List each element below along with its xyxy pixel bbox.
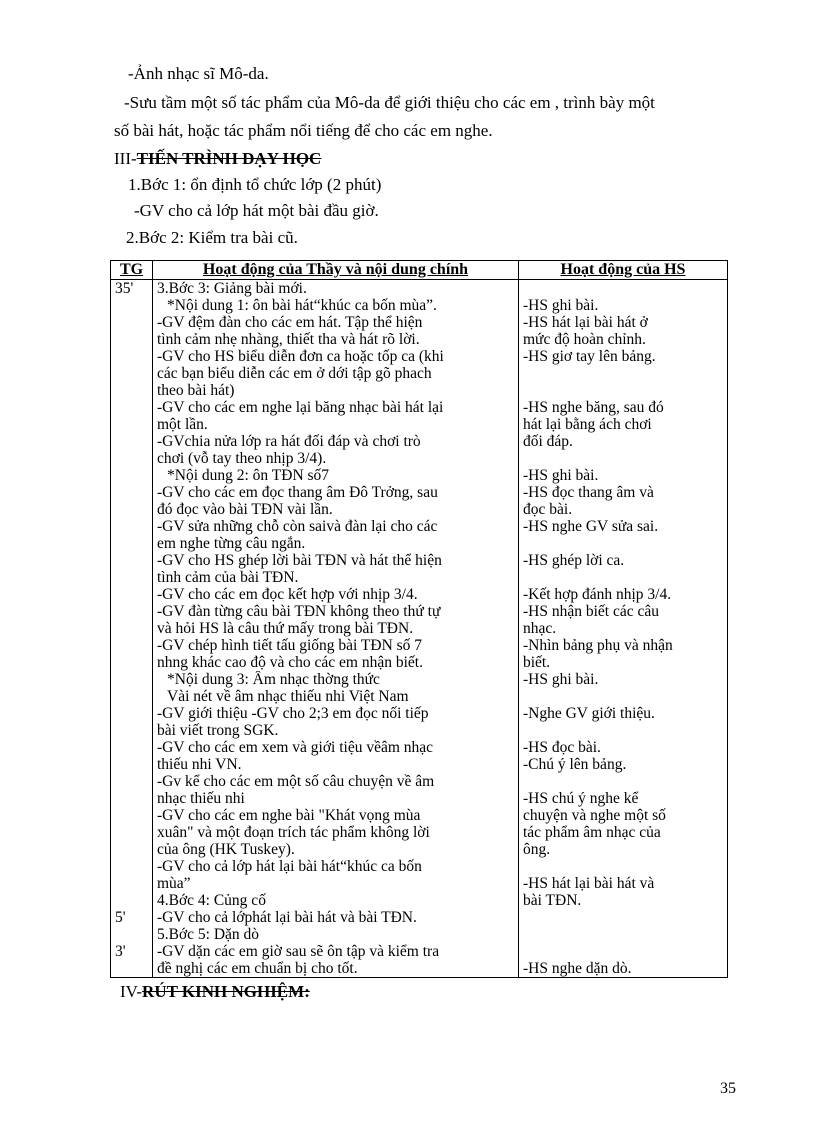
teacher-activity-line: -GV cho HS biểu diễn đơn ca hoặc tốp ca (khi [157,348,444,365]
teacher-activity-line: chơi (vỗ tay theo nhịp 3/4). [157,450,327,467]
header-tg: TG [111,261,153,280]
teacher-activity-line: -GV cho các em nghe bài "Khát vọng mùa [157,807,421,824]
teacher-activity-line: -GV cho HS ghép lời bài TĐN và hát thể hiện [157,552,442,569]
header-student: Hoạt động của HS [519,261,728,280]
teacher-activity-line: 4.Bớc 4: Củng cố [157,892,266,909]
time-cell [115,722,148,739]
time-cell [115,739,148,756]
teacher-activity-line: *Nội dung 2: ôn TĐN số7 [167,467,330,484]
time-cell [115,773,148,790]
time-cell [115,756,148,773]
teacher-activity-line: -GV chép hình tiết tấu giống bài TĐN số 7 [157,637,423,654]
teacher-activity-line: -GV sửa những chỗ còn saivà đàn lại cho các [157,518,438,535]
student-activity-line [523,773,723,790]
student-activity-line: -Kết hợp đánh nhịp 3/4. [523,586,672,603]
lesson-table [110,260,728,978]
time-cell [115,552,148,569]
teacher-activity-line: Vài nét về âm nhạc thiếu nhi Việt Nam [167,688,409,705]
section-4-prefix: IV- [120,982,143,1001]
time-cell [115,535,148,552]
step-2: 2.Bớc 2: Kiểm tra bài cũ. [126,228,298,247]
teacher-activity-line: -GV cho các em đọc kết hợp với nhịp 3/4. [157,586,418,603]
teacher-activity-line: -GV giới thiệu -GV cho 2;3 em đọc nối tiếp [157,705,429,722]
student-activity-line: -Nghe GV giới thiệu. [523,705,655,722]
student-activity-line: -HS nghe băng, sau đó [523,399,664,416]
intro-line-3: số bài hát, hoặc tác phẩm nổi tiếng để cho các em nghe. [114,121,493,140]
page-number: 35 [720,1080,736,1097]
teacher-activity-line: bài viết trong SGK. [157,722,279,739]
teacher-activity-line: đề nghị các em chuẩn bị cho tốt. [157,960,358,977]
student-activity-line: -HS giơ tay lên bảng. [523,348,656,365]
time-cell [115,382,148,399]
time-cell [115,790,148,807]
student-activity-line: -HS nghe dặn dò. [523,960,632,977]
student-activity-line [523,569,723,586]
student-activity-line: chuyện và nghe một số [523,807,666,824]
teacher-activity-line: mùa” [157,875,191,892]
time-cell [115,654,148,671]
time-cell [115,892,148,909]
teacher-activity-line: của ông (HK Tuskey). [157,841,295,858]
teacher-activity-line: đó đọc vào bài TĐN vài lần. [157,501,333,518]
time-cell [115,297,148,314]
student-activity-line: hát lại bằng ách chơi [523,416,652,433]
student-activity-line: đối đáp. [523,433,573,450]
teacher-activity-line: tình cảm của bài TĐN. [157,569,299,586]
time-cell [115,416,148,433]
student-activity-line: đọc bài. [523,501,573,518]
teacher-activity-line: theo bài hát) [157,382,235,399]
teacher-activity-line: 3.Bớc 3: Giảng bài mới. [157,280,307,297]
time-cell [115,926,148,943]
time-cell [115,569,148,586]
teacher-activity-line: em nghe từng câu ngắn. [157,535,306,552]
student-activity-line: -HS đọc thang âm và [523,484,654,501]
student-activity-line [523,926,723,943]
student-activity-line [523,909,723,926]
student-activity-line: -HS hát lại bài hát và [523,875,655,892]
student-activity-line: -Nhìn bảng phụ và nhận [523,637,673,654]
time-cell [115,875,148,892]
time-cell [115,331,148,348]
student-activity-line [523,688,723,705]
header-teacher: Hoạt động của Thầy và nội dung chính [153,261,519,280]
teacher-activity-line: và hỏi HS là câu thứ mấy trong bài TĐN. [157,620,414,637]
step-1: 1.Bớc 1: ổn định tổ chức lớp (2 phút) [128,175,382,194]
time-cell: 5' [115,909,126,926]
time-cell [115,688,148,705]
teacher-activity-line: các bạn biểu diễn các em ở dới tập gõ phach [157,365,432,382]
student-activity-line: -HS ghi bài. [523,467,599,484]
teacher-activity-line: nhng khác cao độ và cho các em nhận biết. [157,654,423,671]
time-cell [115,705,148,722]
teacher-activity-line: thiếu nhi VN. [157,756,242,773]
time-cell [115,399,148,416]
teacher-activity-line: một lần. [157,416,208,433]
teacher-activity-line: xuân" và một đoạn trích tác phẩm không lời [157,824,430,841]
student-activity-line: nhạc. [523,620,557,637]
time-cell [115,365,148,382]
student-activity-line: -HS nhận biết các câu [523,603,659,620]
student-activity-line: -HS chú ý nghe kể [523,790,639,807]
student-activity-line: mức độ hoàn chỉnh. [523,331,646,348]
student-activity-line: biết. [523,654,551,671]
student-activity-line: -HS ghép lời ca. [523,552,625,569]
student-activity-line: -HS đọc bài. [523,739,601,756]
teacher-activity-line: -Gv kể cho các em một số câu chuyện về âm [157,773,435,790]
time-cell [115,348,148,365]
intro-line-1: -Ảnh nhạc sĩ Mô-da. [128,64,269,83]
time-cell [115,620,148,637]
teacher-activity-line: tình cảm nhẹ nhàng, thiết tha và hát rõ lời. [157,331,420,348]
teacher-activity-line: -GV cho các em nghe lại băng nhạc bài hát lại [157,399,444,416]
teacher-activity-line: 5.Bớc 5: Dặn dò [157,926,260,943]
teacher-column [153,280,519,978]
student-activity-line [523,722,723,739]
student-activity-line [523,535,723,552]
student-column [519,280,728,978]
student-activity-line: -HS ghi bài. [523,671,599,688]
student-activity-line: -HS hát lại bài hát ở [523,314,648,331]
student-activity-line [523,382,723,399]
time-cell [115,824,148,841]
student-activity-line [523,943,723,960]
student-activity-line [523,365,723,382]
teacher-activity-line: -GV đàn từng câu bài TĐN không theo thứ tự [157,603,441,620]
student-activity-line: -HS ghi bài. [523,297,599,314]
teacher-activity-line: -GV cho cả lớp hát lại bài hát“khúc ca bốn [157,858,422,875]
teacher-activity-line: *Nội dung 3: Âm nhạc thờng thức [167,671,380,688]
time-cell: 3' [115,943,126,960]
teacher-activity-line: -GV đệm đàn cho các em hát. Tập thể hiện [157,314,423,331]
time-cell [115,518,148,535]
step-1-detail: -GV cho cả lớp hát một bài đầu giờ. [134,201,379,220]
student-activity-line [523,450,723,467]
student-activity-line: ông. [523,841,551,858]
time-cell [115,501,148,518]
time-cell [115,841,148,858]
intro-line-2: -Sưu tầm một số tác phẩm của Mô-da để giới thiệu cho các em , trình bày một [124,93,655,112]
student-activity-line: bài TĐN. [523,892,582,909]
section-3-prefix: III- [114,149,137,168]
section-4-title: RÚT KINH NGHIỆM: [142,982,310,1001]
time-cell [115,433,148,450]
teacher-activity-line: nhạc thiếu nhi [157,790,245,807]
time-cell [115,450,148,467]
student-activity-line: -HS nghe GV sửa sai. [523,518,659,535]
teacher-activity-line: *Nội dung 1: ôn bài hát“khúc ca bốn mùa”. [167,297,437,314]
student-activity-line: -Chú ý lên bảng. [523,756,627,773]
student-activity-line [523,858,723,875]
section-4-heading [120,982,310,1002]
time-cell [115,960,148,977]
time-cell [115,603,148,620]
section-3-heading [114,149,321,169]
student-activity-line: tác phẩm âm nhạc của [523,824,661,841]
teacher-activity-line: -GVchia nửa lớp ra hát đối đáp và chơi trò [157,433,421,450]
teacher-activity-line: -GV cho các em đọc thang âm Đô Trởng, sau [157,484,438,501]
teacher-activity-line: -GV cho các em xem và giới tiệu vềâm nhạc [157,739,434,756]
teacher-activity-line: -GV dặn các em giờ sau sẽ ôn tập và kiểm tra [157,943,440,960]
time-cell [115,637,148,654]
time-cell [115,807,148,824]
time-cell [115,484,148,501]
time-cell: 35' [115,280,134,297]
time-cell [115,671,148,688]
student-activity-line [523,280,723,297]
tg-column [111,280,153,978]
time-cell [115,858,148,875]
section-3-title: TIẾN TRÌNH DẠY HỌC [136,149,322,168]
teacher-activity-line: -GV cho cả lớphát lại bài hát và bài TĐN. [157,909,417,926]
time-cell [115,314,148,331]
time-cell [115,586,148,603]
time-cell [115,467,148,484]
